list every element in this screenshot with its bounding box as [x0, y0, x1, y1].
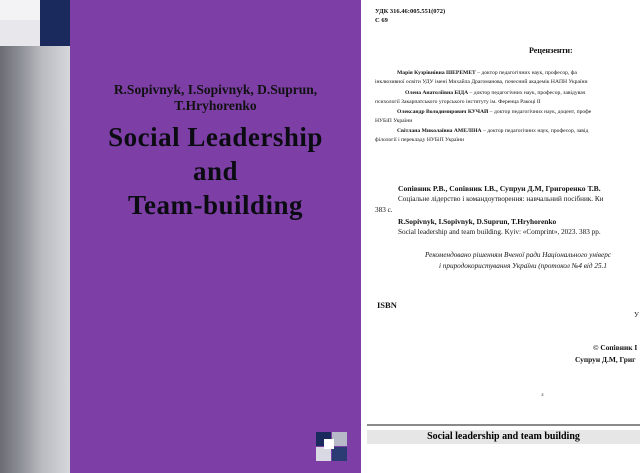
citation-pages: 383 с.	[375, 206, 393, 214]
cover-title	[70, 120, 361, 222]
reviewer-4-name: Світлана Миколаївна АМЕЛІНА	[397, 128, 482, 134]
reviewer-2-name: Олена Анатоліївна БІДА	[405, 90, 469, 96]
citation-en: Social leadership and team building. Kyiv: «Comprint», 2023. 383 pp.	[398, 228, 601, 236]
copyright-line2: Супрун Д.М, Григ	[575, 355, 636, 364]
cover-white-square	[0, 0, 40, 20]
reviewer-2-cont: психології Закарпатського угорського інституту ім. Ференца Ракоці II	[375, 99, 541, 105]
reviewers-heading: Рецензенти:	[529, 46, 573, 55]
cover-authors	[70, 82, 361, 114]
reviewer-1-text: – доктор педагогічних наук, професор, фа	[475, 70, 577, 76]
reviewer-4-text: – доктор педагогічних наук, професор, завід	[481, 128, 589, 134]
reviewer-1-cont: інклюзивної освіти УДУ імені Михайла Драгоманова, почесний академік НАПН України	[375, 79, 588, 85]
reviewer-2-text: – доктор педагогічних наук, професор, завідувач	[468, 90, 586, 96]
cover-mosaic-logo	[316, 432, 348, 462]
citation-authors-ua: Сопівник Р.В., Сопівник І.В., Супрун Д.М, Григоренко Т.В.	[398, 184, 601, 193]
reviewer-3-cont: НУБіП України	[375, 118, 413, 124]
running-footer: Social leadership and team building	[367, 430, 640, 444]
isbn-label: ISBN	[377, 300, 397, 310]
cover-side-gradient	[0, 0, 70, 473]
cover-authors-line2: T.Hryhorenko	[174, 98, 257, 113]
cover-authors-line1: R.Sopivnyk, I.Sopivnyk, D.Suprun,	[113, 82, 318, 97]
cover-title-line2: and	[192, 156, 239, 186]
cover-title-line1: Social Leadership	[108, 122, 323, 152]
recommended-line1: Рекомендовано рішенням Вченої ради Національного універс	[425, 251, 611, 259]
cover-purple-panel	[70, 0, 361, 473]
reviewer-3-text: – доктор педагогічних наук, доцент, профе	[488, 109, 592, 115]
reviewer-3	[397, 109, 640, 115]
isbn-right: У	[634, 311, 639, 319]
reviewer-2	[405, 90, 640, 96]
udk-code: УДК 316.46:005.551(072)	[375, 8, 446, 15]
reviewer-4	[397, 128, 640, 134]
reviewer-1	[397, 70, 640, 76]
reviewer-3-name: Олександр Володимирович КУЧАЙ	[397, 109, 489, 115]
reviewer-1-name: Марія Кузрівнівна ШЕРЕМЕТ	[397, 70, 476, 76]
copyright-line1: © Сопівник І	[593, 343, 638, 352]
reviewer-4-cont: філології і перекладу НУБіП України	[375, 137, 465, 143]
citation-ua: Соціальне лідерство і командоутворення: навчальний посібник. Ки	[398, 195, 604, 203]
recommended-line2: і природокористування України (протокол №4 від 25.1	[439, 262, 607, 270]
page-number: 3	[541, 393, 544, 398]
footer-rule	[367, 424, 640, 426]
library-code: С 69	[375, 17, 388, 24]
cover-title-line3: Team-building	[127, 190, 304, 220]
imprint-page	[361, 0, 640, 473]
citation-authors-en: R.Sopivnyk, I.Sopivnyk, D.Suprun, T.Hryhorenko	[398, 217, 557, 226]
